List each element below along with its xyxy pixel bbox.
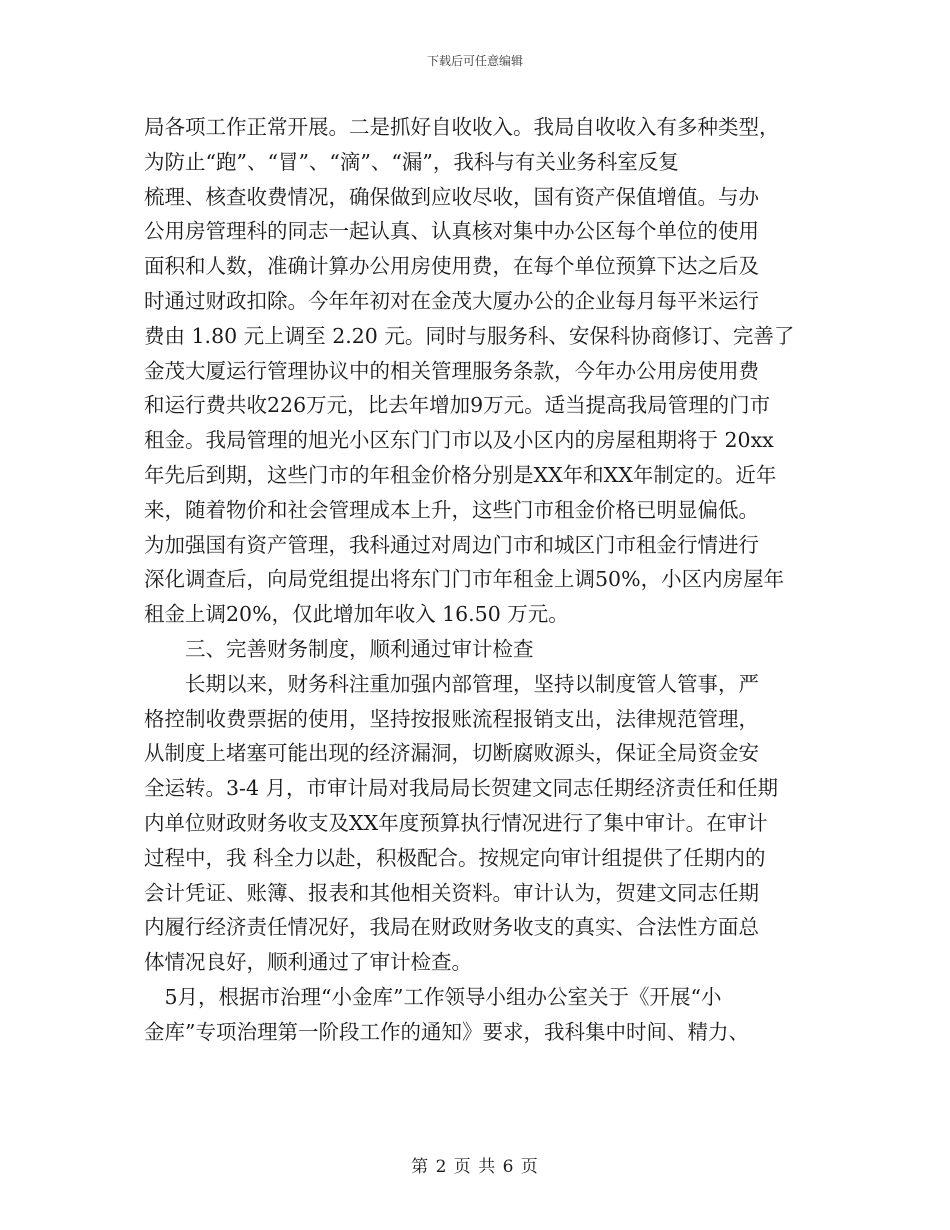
- text-line: 长期以来，财务科注重加强内部管理，坚持以制度管人管事，严: [144, 671, 759, 696]
- text-line: 租金上调20%，仅此增加年收入 16.50 万元。: [144, 602, 569, 627]
- text-line: 金库”专项治理第一阶段工作的通知》要求，我科集中时间、精力、: [144, 1019, 749, 1044]
- text-line: 公用房管理科的同志一起认真、认真核对集中办公区每个单位的使用: [144, 219, 759, 244]
- document-body: [144, 110, 809, 1050]
- text-line: 年先后到期，这些门市的年租金价格分别是XX年和XX年制定的。近年: [144, 462, 777, 487]
- text-line: 格控制收费票据的使用，坚持按报账流程报销支出，法律规范管理，: [144, 706, 759, 731]
- section-heading: 三、完善财务制度，顺利通过审计检查: [144, 636, 534, 661]
- text-line: 时通过财政扣除。今年年初对在金茂大厦办公的企业每月每平米运行: [144, 288, 759, 313]
- text-line: 从制度上堵塞可能出现的经济漏洞，切断腐败源头，保证全局资金安: [144, 741, 759, 766]
- text-line: 为加强国有资产管理，我科通过对周边门市和城区门市租金行情进行: [144, 532, 759, 557]
- text-line: 体情况良好，顺利通过了审计检查。: [144, 950, 472, 975]
- text-line: 金茂大厦运行管理协议中的相关管理服务条款，今年办公用房使用费: [144, 358, 759, 383]
- text-line: 梳理、核查收费情况，确保做到应收尽收，国有资产保值增值。与办: [144, 184, 759, 209]
- page-header: 下载后可任意编辑: [426, 54, 523, 68]
- page-footer: 第 2 页 共 6 页: [411, 1157, 539, 1177]
- text-line: 内单位财政财务收支及XX年度预算执行情况进行了集中审计。在审计: [144, 810, 768, 835]
- text-line: 局各项工作正常开展。二是抓好自收收入。我局自收收入有多种类型，: [144, 115, 780, 139]
- text-line: 深化调查后，向局党组提出将东门门市年租金上调50%，小区内房屋年: [144, 567, 785, 592]
- text-line: 会计凭证、账簿、报表和其他相关资料。审计认为，贺建文同志任期: [144, 880, 759, 905]
- text-line: 为防止“跑”、“冒”、“滴”、“漏”，我科与有关业务科室反复: [144, 149, 679, 174]
- text-line: 和运行费共收226万元，比去年增加9万元。适当提高我局管理的门市: [144, 393, 771, 418]
- text-line: 内履行经济责任情况好，我局在财政财务收支的真实、合法性方面总: [144, 915, 759, 940]
- text-line: 面积和人数，准确计算办公用房使用费，在每个单位预算下达之后及: [144, 254, 759, 279]
- text-line: 租金。我局管理的旭光小区东门门市以及小区内的房屋租期将于 20xx: [144, 428, 774, 453]
- text-line: 来，随着物价和社会管理成本上升，这些门市租金价格已明显偏低。: [144, 497, 759, 522]
- text-line: 费由 1.80 元上调至 2.20 元。同时与服务科、安保科协商修订、完善了: [144, 323, 795, 348]
- text-line: 全运转。3-4 月，市审计局对我局局长贺建文同志任期经济责任和任期: [144, 776, 779, 801]
- text-line: 过程中，我 科全力以赴，积极配合。按规定向审计组提供了任期内的: [144, 845, 766, 870]
- text-line: 5月，根据市治理“小金库”工作领导小组办公室关于《开展“小: [144, 984, 722, 1009]
